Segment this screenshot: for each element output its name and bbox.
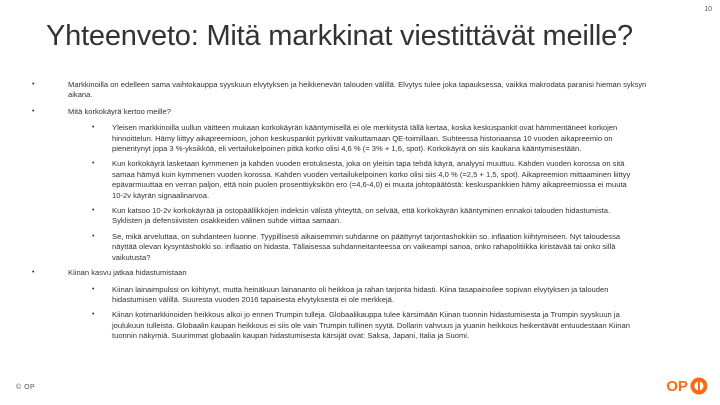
- bullet-item: [30, 107, 668, 117]
- sub-bullet-dot: •: [92, 207, 95, 215]
- sub-bullet-dot: •: [92, 311, 95, 319]
- sub-bullet-text: Yleisen markkinoilla uullun väitteen mukaan korkokäyrän kääntymisellä ei ole merkitystä tällä kertaa, koska keskuspankit ovat hämmentäneet korkojen hinnoittelun. Hämy liittyy aikapreemioon, johon keskuspankit pyrkivät vaikuttamaan QE-toimillaan. Suhteessa historiaansa 10 vuoden aikapreemio on pienentynyt jopa 3 %-yksikköä, eli vertailukelpoinen pitkä korko olisi 4,6 % (= 3% + 1,6, spot). Korkokäyrä on siis kaukana kääntymisestään.: [112, 123, 618, 154]
- slide-number: 10: [704, 6, 712, 13]
- footer-copyright: © OP: [16, 384, 36, 391]
- sub-bullet-text: Kiinan lainaimpulssi on kiihtynyt, mutta heinäkuun lainananto oli heikkoa ja rahan tarjonta hidasti. Kiina tasapainoilee sopivan elvytyksen ja talouden hidastumisen välillä. Suuresta vuoden 2016 tapaisesta elvytyksestä ei ole merkkejä.: [112, 284, 609, 304]
- sub-bullet-text: Se, mikä arveluttaa, on suhdanteen luonne. Tyypillisesti aikaisemmin suhdanne on päättynyt tarjontashokkiin so. inflaation kiihtymiseen. Nyt taloudessa näyttää olevan kysyntäshokki so. inflaatio on hidasta. Tällaisessa suhdanneitanteessa on vaikeampi sanoa, onko rahapolitiikka kiristävää tai onko sillä vaikutusta?: [112, 231, 621, 262]
- bullet-item: [30, 80, 668, 101]
- bullet-text: Kiinan kasvu jatkaa hidastumistaan: [68, 268, 187, 278]
- bullet-dot: •: [32, 269, 35, 277]
- sub-bullet-dot: •: [92, 160, 95, 168]
- sub-bullet-item: [68, 310, 632, 341]
- sub-bullet-text: Kun katsoo 10-2v korkokäyrää ja ostopäällikköjen indeksin välistä yhteyttä, on selvää, että korkokäyrän kääntyminen ennakoi talouden hidastumista. Syklisten ja defensiivisten osakkeiden välinen suhde viittaa samaan.: [112, 206, 611, 226]
- sub-bullet-item: [68, 123, 632, 154]
- sub-bullet-item: [68, 285, 632, 306]
- op-logo: [666, 377, 708, 395]
- bullet-dot: •: [32, 107, 35, 115]
- bullet-text: Mitä korkokäyrä kertoo meille?: [68, 106, 171, 116]
- op-logo-text: OP: [666, 377, 688, 395]
- op-logo-icon: [690, 377, 708, 395]
- bullet-text: Markkinoilla on edelleen sama vaihtokauppa syyskuun elvytyksen ja heikkenevän talouden välillä. Elvytys tulee joka tapauksessa, vaikka makrodata paranisi hieman syksyn aikana.: [68, 80, 647, 100]
- sub-bullet-text: Kun korkokäyrä lasketaan kymmenen ja kahden vuoden erotuksesta, joka on yleisin tapa tehdä käyrä, analyysi muuttuu. Kahden vuoden korossa on sitä samaa hämyä kuin kymmenen vuoden korossa. Kahden vuoden vertailukelpoinen korko olisi siis 4,0 % (=2,5 + 1,5, spot). Aikapreemion mittaaminen liittyy epävarmuuttaa en verran paljon, että noin puolen prosenttiyksikön ero (=4,6-4,0) ei muuta johtopäätöstä: keskuspankkien hämy aikapreemiossa ei muuta 10-2v käyrän signaalinarvoa.: [112, 159, 631, 200]
- sub-bullet-item: [68, 232, 632, 263]
- sub-bullet-dot: •: [92, 232, 95, 240]
- bullet-item: [30, 268, 668, 278]
- sub-bullet-dot: •: [92, 285, 95, 293]
- sub-bullet-dot: •: [92, 124, 95, 132]
- slide-title: Yhteenveto: Mitä markkinat viestittävät meille?: [46, 20, 633, 52]
- sub-bullet-item: [68, 206, 632, 227]
- sub-bullet-item: [68, 159, 632, 201]
- slide-content: [30, 80, 670, 347]
- bullet-dot: •: [32, 81, 35, 88]
- sub-bullet-text: Kiinan kotimarkkinoiden heikkous alkoi jo ennen Trumpin tulleja. Globaalikauppa tulee kärsimään Kiinan tuonnin hidastumisesta ja Trumpin syyskuun ja joulukuun tulleista. Globaalin kaupan heikkous ei siis ole vain Trumpin tullinen syytä. Dollarin vahvuus ja yuanin heikkous heikentävät entuudestaan Kiinan tuonnin näkymiä. Suurimmat globaalin kaupan hidastumisesta kärsijät ovat: Saksa, Japani, Italia ja Suomi.: [112, 310, 630, 341]
